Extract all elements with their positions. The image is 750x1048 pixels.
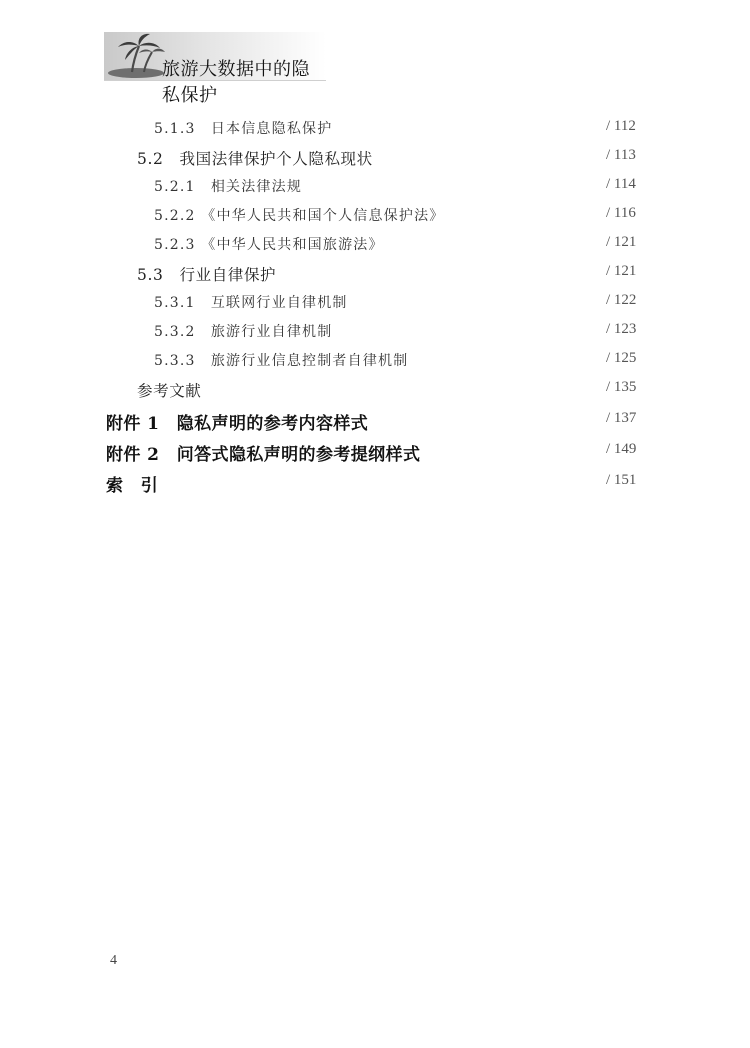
toc-page-number: / 137: [606, 410, 637, 426]
toc-page-number: / 121: [606, 234, 637, 250]
toc-entry-title: 5.1.3 日本信息隐私保护: [154, 121, 333, 137]
toc-entry-title: 附件 1 隐私声明的参考内容样式: [106, 414, 369, 434]
toc-entry-title: 附件 2 问答式隐私声明的参考提纲样式: [106, 445, 421, 465]
toc-entry[interactable]: [154, 118, 332, 138]
toc-page-number: / 149: [606, 441, 637, 457]
toc-page-number: / 151: [606, 472, 637, 488]
toc-page-number: / 135: [606, 379, 637, 395]
toc-entry-title: 5.2 我国法律保护个人隐私现状: [137, 150, 373, 168]
toc-page-number: / 122: [606, 292, 637, 308]
toc-entry[interactable]: [106, 440, 420, 465]
toc-entry-title: 参考文献: [137, 382, 202, 400]
toc-page-number: / 123: [606, 321, 637, 337]
toc-entry[interactable]: [154, 350, 408, 370]
toc-entry-title: 5.3 行业自律保护: [137, 266, 277, 284]
toc-entry[interactable]: [106, 409, 368, 434]
toc-page-number: / 121: [606, 263, 637, 279]
toc-entry-title: 5.3.3 旅游行业信息控制者自律机制: [154, 353, 409, 369]
toc-entry[interactable]: [154, 205, 444, 225]
toc-page-number: / 125: [606, 350, 637, 366]
toc-entry-title: 5.3.1 互联网行业自律机制: [154, 295, 348, 311]
toc-page-number: / 112: [606, 118, 636, 134]
toc-entry-title: 5.2.3 《中华人民共和国旅游法》: [154, 237, 384, 253]
toc-entry-title: 索 引: [106, 476, 159, 496]
toc-page-number: / 114: [606, 176, 636, 192]
toc-entry[interactable]: [137, 147, 373, 169]
toc-entry-title: 5.3.2 旅游行业自律机制: [154, 324, 333, 340]
toc-entry[interactable]: [154, 292, 348, 312]
book-title: 旅游大数据中的隐私保护: [162, 59, 310, 106]
toc-page-number: / 116: [606, 205, 636, 221]
toc-entry[interactable]: [137, 379, 201, 401]
toc-entry[interactable]: [106, 471, 158, 496]
toc-entry-title: 5.2.2 《中华人民共和国个人信息保护法》: [154, 208, 445, 224]
toc-entry[interactable]: [154, 176, 302, 196]
toc-entry[interactable]: [154, 321, 332, 341]
toc-page-number: / 113: [606, 147, 636, 163]
toc-entry-title: 5.2.1 相关法律法规: [154, 179, 303, 195]
toc-entry[interactable]: [154, 234, 384, 254]
toc-entry[interactable]: [137, 263, 276, 285]
page-number: 4: [110, 953, 117, 968]
